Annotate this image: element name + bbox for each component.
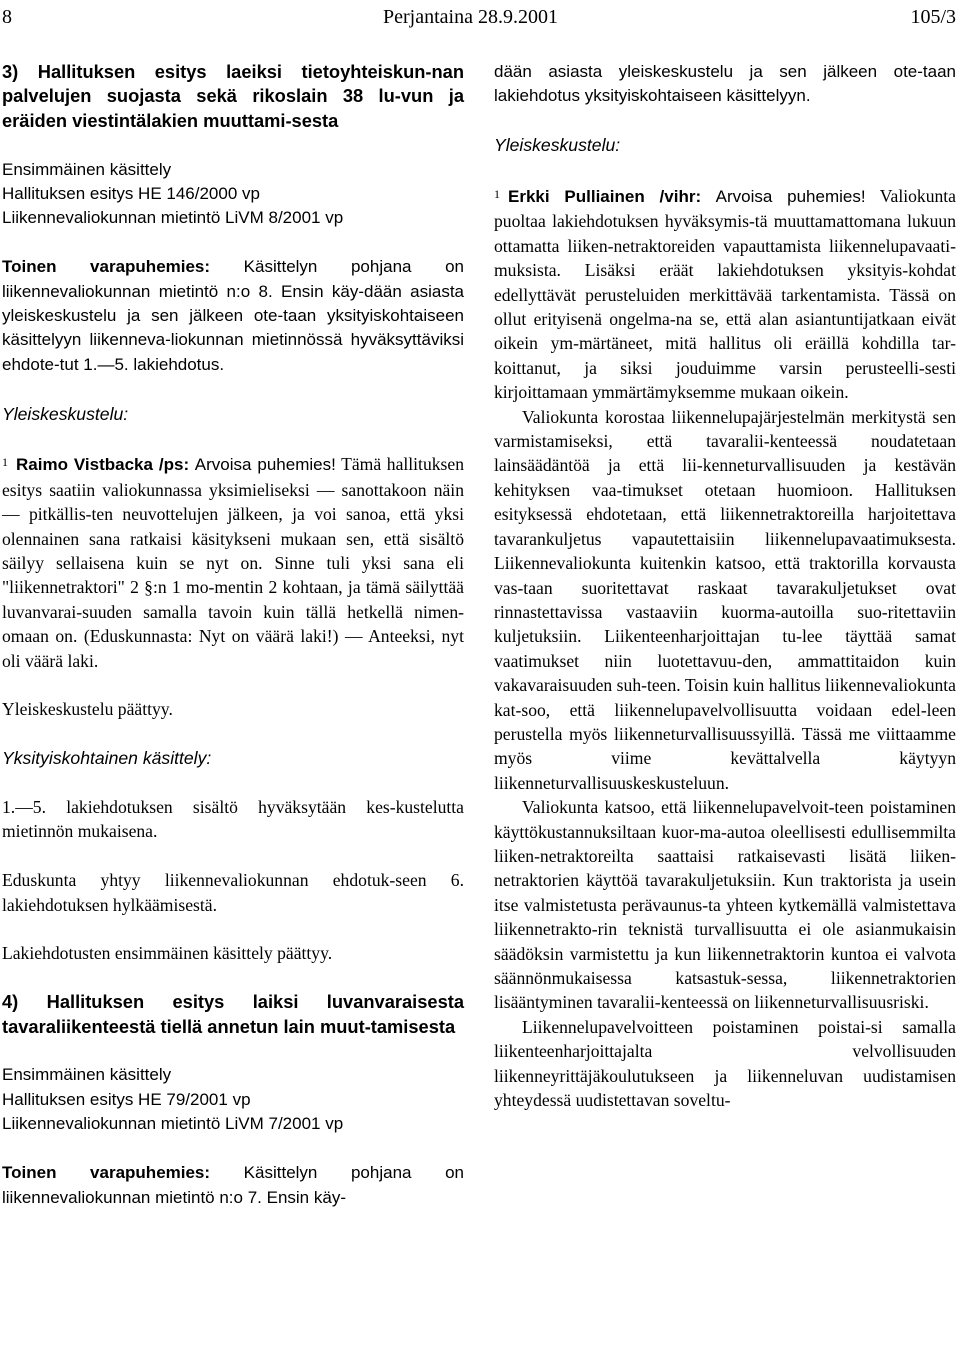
right-column (494, 60, 956, 1112)
detailed-text: 1.—5. lakiehdotuksen sisältö hyväksytään kes-kustelutta mietinnön mukaisena. (2, 797, 464, 842)
item4-bill: Hallituksen esitys HE 79/2001 vp (2, 1089, 251, 1109)
item3-bill: Hallituksen esitys HE 146/2000 vp (2, 184, 260, 204)
page-number: 8 (2, 6, 12, 28)
speaker-name-right: Erkki Pulliainen /vihr: (508, 187, 702, 206)
speech-pulliainen (494, 182, 956, 405)
general-debate-heading: Yleiskeskustelu: (2, 403, 129, 424)
speech-number-right: 1 (494, 187, 500, 201)
item4-report: Liikennevaliokunnan mietintö LiVM 7/2001 vp (2, 1114, 344, 1134)
general-debate-heading-right: Yleiskeskustelu: (494, 135, 621, 156)
item3-speaker-paragraph (2, 255, 464, 377)
speech-number: 1 (2, 455, 8, 470)
speech-address: Arvoisa puhemies! (194, 455, 336, 475)
speech-para2: Valiokunta korostaa liikennelupajärjestelmän merkitystä sen varmistamiseksi, että tavaralii-kenteessä noudatetaan lainsäädäntöä ja että lii-kenneturvallisuuden ja kestävän kehityksen vaa-timukset otetaan huomioon. Hallituksen esityksessä ehdotetaan, että liikennetraktoreilla harjoitettava tavarankuljetus vapautettaisiin liikennelupavaatimuksesta. Liikennevaliokunta kuitenkin katsoo, että traktorilla korvausta vas-taan suoritettavat raskaat tavarakuljetukset ovat rinnastettavissa vastaaviin kuorma-autoilla suo-ritettaviin kuljetuksiin. Liikenteenharjoittajan tu-lee täyttää samat vaatimukset niin luotettavuu-den, ammattitaidon kuin vakavaraisuuden suh-teen. Toisin kuin hallitus liikennevaliokunta kat-soo, että liikennelupavelvollisuutta voidaan edel-leen perustella myös liikenneturvallisuussyillä. Tässä me viittaamme myös viime kevättalvella käytyyn liikenneturvallisuuskeskusteluun. (494, 406, 956, 793)
continued-text: dään asiasta yleiskeskustelu ja sen jälkeen ote-taan lakiehdotus yksityiskohtaiseen käsittelyyn. (494, 62, 956, 106)
speech-para3: Valiokunta katsoo, että liikennelupavelvoit-teen poistaminen käyttökustannuksiltaan kuor-ma-autoa oleellisesti edullisemmilta liiken-netraktoreilta saattaisi ratkaisevasti lisätä liiken-netraktorien käyttöä tavarakuljetuksiin. Kun traktorista ja usein itse valmistetusta perävaunus-ta yhteen kytkemällä valmistettava liikennetrakto-rin teknistä turvallisuutta ei ole asianmukaisin säädöksin varmistettu ja kun liikennetraktorin kuntoa ei valvota säännönmukaisessa katsastuk-sessa, liikennetraktorien lisääntyminen tavaralii-kenteessä on liikenneturvallisuusriski. (494, 797, 956, 1013)
item4-title: 4) Hallituksen esitys laiksi luvanvaraisesta tavaraliikenteestä tiellä annetun lain muut-tamisesta (2, 991, 464, 1037)
item3-speaker-role: Toinen varapuhemies: (2, 257, 211, 277)
item4-hearing: Ensimmäinen käsittely (2, 1065, 172, 1085)
session-date: Perjantaina 28.9.2001 (383, 6, 558, 28)
speaker-name: Raimo Vistbacka /ps: (16, 455, 190, 475)
speech-para1: Valiokunta puoltaa lakiehdotuksen hyväksymis-tä muuttamattomana lukuun ottamatta liiken-netraktoreiden vapauttamista liikennelupavaati-muksista. Lisäksi eräät lakiehdotuksen yksityis-kohdat edellyttävät perusteluiden merkittävää tarkentamista. Tässä on ollut erityisenä ongelma-na se, että alan asiantuntijatkaan eivät oikein ym-märtäneet, mitä hallitus oli eräillä kohdilla tar-koittanut, ja siksi jouduimme varsin perusteelli-sesti kirjoittamaan ymmärtämyksemme mukaan oikein. (494, 186, 956, 403)
left-column (2, 60, 464, 1210)
item3-hearing: Ensimmäinen käsittely (2, 159, 172, 179)
speech-address-right: Arvoisa puhemies! (715, 187, 866, 206)
first-reading-ends: Lakiehdotusten ensimmäinen käsittely päättyy. (2, 943, 333, 964)
debate-ends: Yleiskeskustelu päättyy. (2, 699, 173, 720)
detailed-reading-heading: Yksityiskohtainen käsittely: (2, 748, 212, 769)
page-header (0, 0, 960, 36)
item4-speaker-paragraph (2, 1161, 464, 1210)
session-number: 105/3 (910, 6, 956, 28)
item3-title: 3) Hallituksen esitys laeiksi tietoyhteiskun-nan palvelujen suojasta sekä rikoslain 38 lu-vun ja eräiden viestintälakien muuttami-sesta (2, 61, 464, 131)
item4-speaker-role: Toinen varapuhemies: (2, 1163, 211, 1183)
item3-report: Liikennevaliokunnan mietintö LiVM 8/2001 vp (2, 208, 344, 228)
item3-speaker-text: Käsittelyn pohjana on liikennevaliokunnan mietintö n:o 8. Ensin käy-dään asiasta yleiskeskustelu ja sen jälkeen ote-taan yksityiskohtaiseen käsittelyyn liikenneva-liokunnan mietinnössä hyväksyttäviksi ehdote-tut 1.—5. lakiehdotus. (2, 257, 464, 374)
decision-text: Eduskunta yhtyy liikennevaliokunnan ehdotuk-seen 6. lakiehdotuksen hylkäämisestä. (2, 870, 464, 915)
item4-speaker-text: Käsittelyn pohjana on liikennevaliokunnan mietintö n:o 7. Ensin käy- (2, 1163, 464, 1207)
speech-vistbacka (2, 450, 464, 673)
speech-para4: Liikennelupavelvoitteen poistaminen poistai-si samalla liikenteenharjoittajalta velvollisuuden liikenneyrittäjäkoulutukseen ja liikenneluvan uudistamisen yhteydessä uudistettavan soveltu- (494, 1016, 956, 1111)
speech-text: Tämä hallituksen esitys saatiin valiokunnassa yksimieliseksi — sanottakoon näin — pitkällis-ten neuvottelujen jälkeen, ja voi sanoa, että yksi olennainen sana ratkaisi käsitykseni mukaan sen, että sisältö säilyy sellaisena kuin se nyt on. Sinne tuli yksi sana eli "liikennetraktori" 2 §:n 1 mo-mentin 2 kohtaan, ja tämä säilyttää luvanvarai-suuden samalla tavoin kuin tällä hetkellä nimen-omaan on. (Eduskunnasta: Nyt on väärä laki!) — Anteeksi, nyt oli väärä laki. (2, 454, 464, 671)
